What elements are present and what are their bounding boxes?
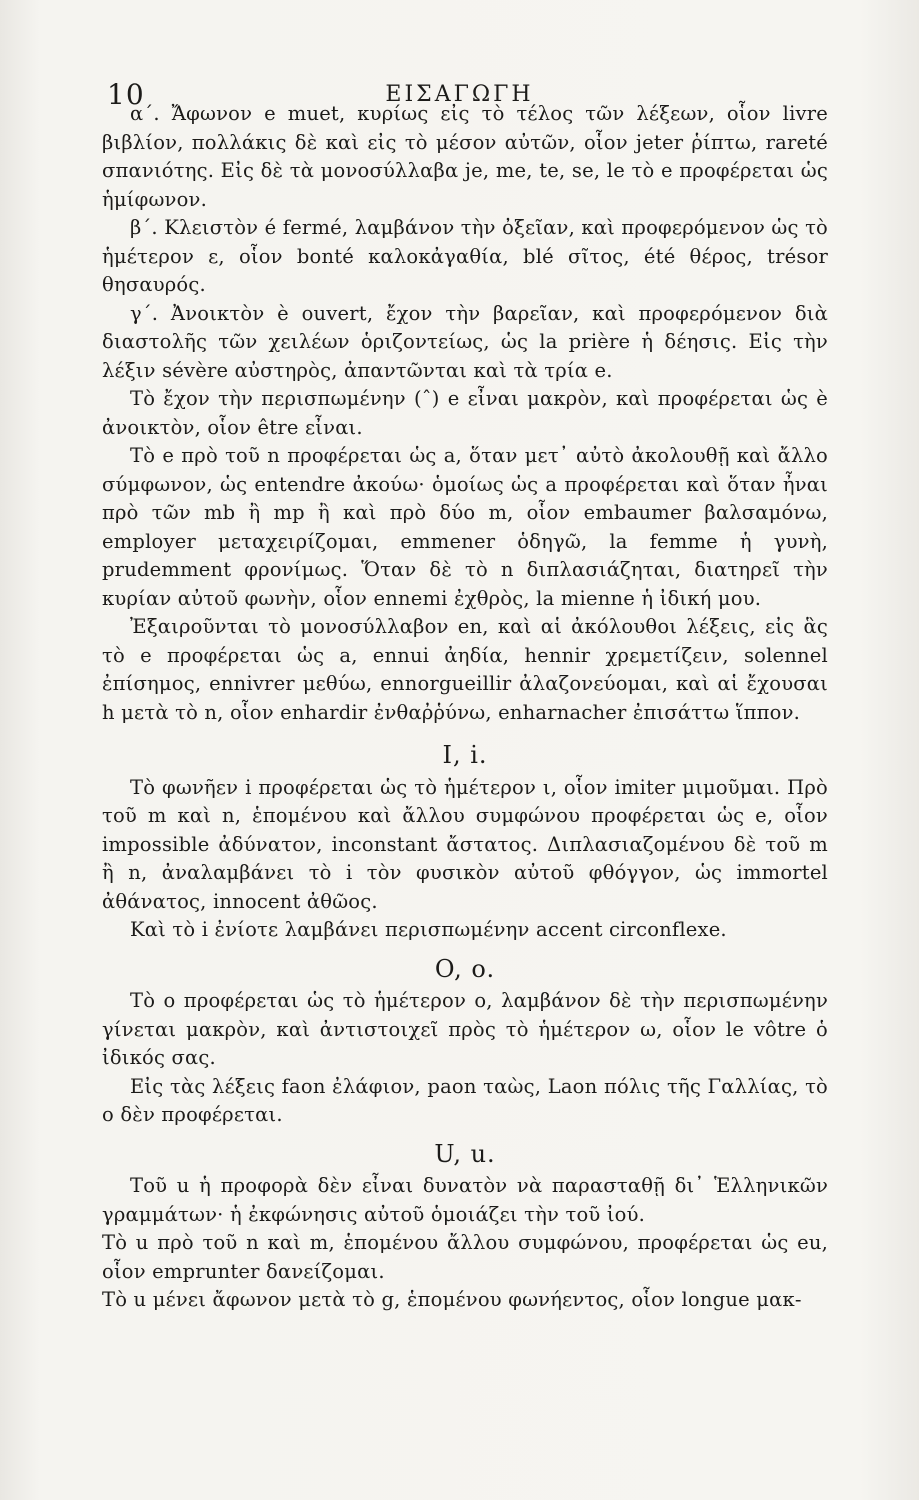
paragraph-e-closed: β΄. Κλειστὸν é fermé, λαμβάνον τὴν ὀξεῖαν, καὶ προφερόμενον ὡς τὸ ἡμέτερον ε, οἷον bonté καλοκἀγαθία, blé σῖτος, été θέρος, trésor θησαυρός. [102,216,828,296]
paragraph-e-before-n: Τὸ e πρὸ τοῦ n προφέρεται ὡς a, ὅταν μετ᾽ αὐτὸ ἀκολουθῇ καὶ ἄλλο σύμφωνον, ὡς entendre ἀκούω· ὁμοίως ὡς a προφέρεται καὶ ὅταν ἦναι πρὸ τῶν mb ἢ mp ἢ καὶ πρὸ δύο m, οἷον embaumer βαλσαμόνω, employer μεταχειρίζομαι, emmener ὁδηγῶ, la femme ἡ γυνὴ, prudemment φρονίμως. Ὅταν δὲ τὸ n διπλασιάζηται, διατηρεῖ τὴν κυρίαν αὐτοῦ φωνὴν, οἷον ennemi ἐχθρὸς, la mienne ἡ ἰδική μου. [102,444,828,610]
paragraph-e-exceptions: Ἐξαιροῦνται τὸ μονοσύλλαβον en, καὶ αἱ ἀκόλουθοι λέξεις, εἰς ἃς τὸ e προφέρεται ὡς a, ennui ἀηδία, hennir χρεμετίζειν, solennel ἐπίσημος, ennivrer μεθύω, ennorgueillir ἀλαζονεύομαι, καὶ αἱ ἔχουσαι h μετὰ τὸ n, οἷον enhardir ἐνθαῤῥύνω, enharnacher ἐπισάττω ἵππον. [102,615,828,724]
page-body [102,100,828,1315]
paragraph-o-pronunciation: Τὸ o προφέρεται ὡς τὸ ἡμέτερον ο, λαμβάνον δὲ τὴν περισπωμένην γίνεται μακρὸν, καὶ ἀντιστοιχεῖ πρὸς τὸ ἡμέτερον ω, οἷον le vôtre ὁ ἰδικός σας. [102,989,828,1069]
section-heading-u: U, u. [434,1139,496,1168]
paragraph-o-silent: Εἰς τὰς λέξεις faon ἐλάφιον, paon ταὼς, Laon πόλις τῆς Γαλλίας, τὸ o δὲν προφέρεται. [102,1074,828,1126]
paragraph-e-open: γ΄. Ἀνοικτὸν è ouvert, ἔχον τὴν βαρεῖαν, καὶ προφερόμενον διὰ διαστολῆς τῶν χειλέων ὁριζοντείως, ὡς la prière ἡ δέησις. Εἰς τὴν λέξιν sévère αὐστηρὸς, ἀπαντῶνται καὶ τὰ τρία e. [102,301,828,382]
page-number: 10 [107,78,145,111]
paragraph-u-pronunciation: Τοῦ u ἡ προφορὰ δὲν εἶναι δυνατὸν νὰ παρασταθῇ δι᾽ Ἑλληνικῶν γραμμάτων· ἡ ἐκφώνησις αὐτοῦ ὁμοιάζει τὴν τοῦ ἰού. [102,1174,828,1226]
running-title: ΕΙΣΑΓΩΓΗ [385,82,534,107]
section-heading-i: I, i. [442,741,488,769]
paragraph-i-circumflex: Καὶ τὸ i ἐνίοτε λαμβάνει περισπωμένην accent circonflexe. [130,918,727,941]
paragraph-e-mute: α΄. Ἄφωνον e muet, κυρίως εἰς τὸ τέλος τῶν λέξεων, οἷον livre βιβλίον, πολλάκις δὲ καὶ εἰς τὸ μέσον αὐτῶν, οἷον jeter ῥίπτω, rareté σπανιότης. Εἰς δὲ τὰ μονοσύλλαβα je, me, te, se, le τὸ e προφέρεται ὡς ἡμίφωνον. [102,102,828,211]
paragraph-i-pronunciation: Τὸ φωνῆεν i προφέρεται ὡς τὸ ἡμέτερον ι, οἷον imiter μιμοῦμαι. Πρὸ τοῦ m καὶ n, ἑπομένου καὶ ἄλλου συμφώνου προφέρεται ὡς e, οἷον impossible ἀδύνατον, inconstant ἄστατος. Διπλασιαζομένου δὲ τοῦ m ἢ n, ἀναλαμβάνει τὸ i τὸν φυσικὸν αὐτοῦ φθόγγον, ὡς immortel ἀθάνατος, innocent ἀθῶος. [102,775,828,913]
paragraph-e-circumflex: Τὸ ἔχον τὴν περισπωμένην (ˆ) e εἶναι μακρὸν, καὶ προφέρεται ὡς è ἀνοικτὸν, οἷον être εἶναι. [102,387,828,439]
paragraph-u-after-g: Τὸ u μένει ἄφωνον μετὰ τὸ g, ἑπομένου φωνήεντος, οἷον longue μακ- [102,1288,802,1311]
paragraph-u-before-n: Τὸ u πρὸ τοῦ n καὶ m, ἑπομένου ἄλλου συμφώνου, προφέρεται ὡς eu, οἷον emprunter δανείζομαι. [102,1231,828,1283]
section-heading-o: O, o. [434,954,496,983]
